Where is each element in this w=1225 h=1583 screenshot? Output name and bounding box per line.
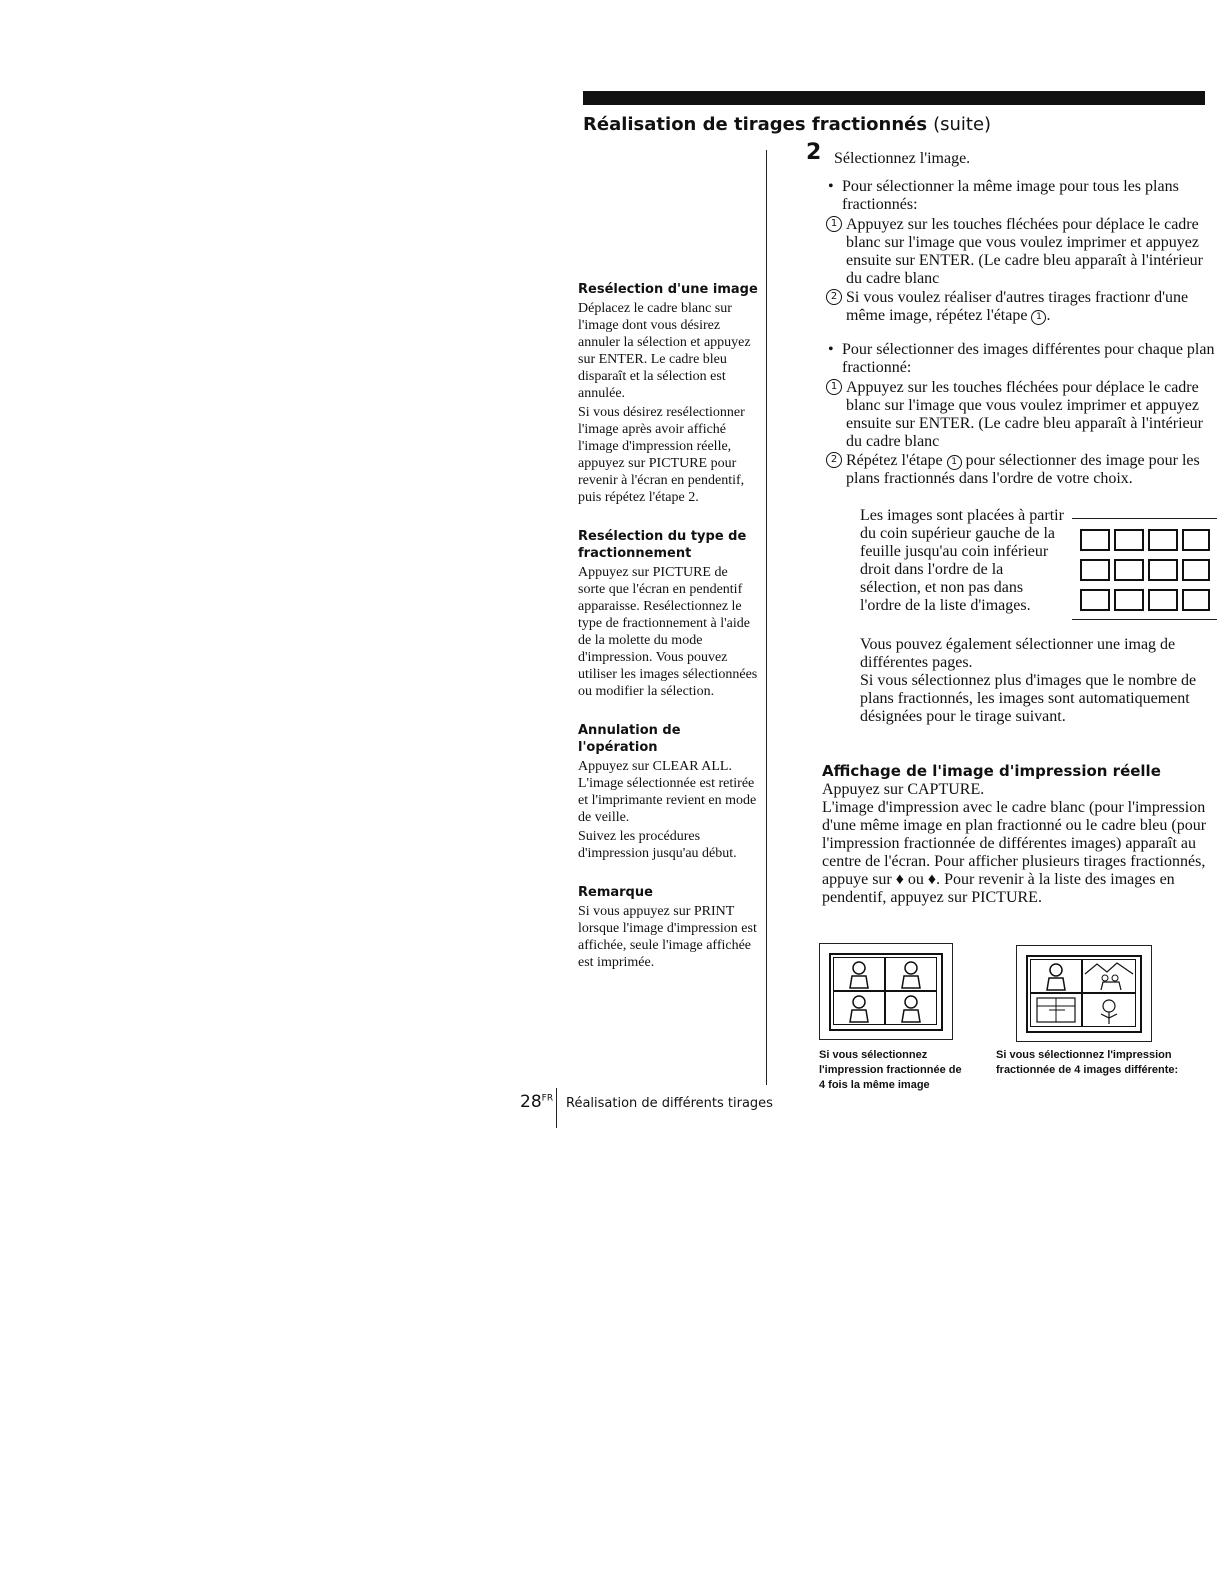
footer-section-title: Réalisation de différents tirages [566,1096,773,1111]
substep-text: . [1046,307,1051,324]
quadrant-image [1082,959,1136,993]
quadrant-image [885,991,937,1025]
thumbnail-image [1148,589,1178,611]
substep-text: Si vous voulez réaliser d'autres tirages fractionr d'une même image, répétez l'étape [846,289,1189,324]
page-title [583,114,991,135]
thumbnail-image [1114,589,1144,611]
flower-icon [1083,994,1135,1026]
bullet-dot: • [828,178,834,195]
substep-2 [830,452,1218,488]
note-paragraph: Si vous sélectionnez plus d'images que le nombre de plans fractionnés, les images sont automatiquement désignées pour le tirage suivant. [860,672,1197,725]
note-remarque [578,884,758,971]
body-paragraph: Appuyez sur CAPTURE. [822,781,985,798]
person-icon [834,958,884,990]
substep-1 [830,216,1218,288]
thumbnail-image [1114,529,1144,551]
window-icon [1031,994,1081,1026]
quadrant-image [833,991,885,1025]
quadrant-image [1030,993,1082,1027]
bullet-dot: • [828,341,834,358]
additional-notes [860,636,1220,726]
thumbnail-image [1148,559,1178,581]
note-paragraph: Si vous appuyez sur PRINT lorsque l'image d'impression est affichée, seule l'image affichée est imprimée. [578,904,757,970]
order-explanation: Les images sont placées à partir du coin supérieur gauche de la feuille jusqu'au coin inférieur droit dans l'ordre de la sélection, et non pas dans l'ordre de la liste d'images. [860,507,1064,614]
mountain-people-icon [1083,960,1135,992]
thumbnail-image [1114,559,1144,581]
note-paragraph: Si vous désirez resélectionner l'image après avoir affiché l'image d'impression réelle, appuyez sur PICTURE pour revenir à l'écran en pendentif, puis répétez l'étape 2. [578,405,745,505]
bullet-different-images [828,341,1218,488]
note-paragraph: Vous pouvez également sélectionner une imag de différentes pages. [860,636,1176,671]
quadrant-image [1082,993,1136,1027]
note-heading: Remarque [578,885,653,900]
circled-number: 2 [826,289,842,305]
caption-same-image: Si vous sélectionnez l'impression fractionnée de 4 fois la même image [819,1049,962,1091]
print-preview-same-image [819,943,953,1040]
step-label: Sélectionnez l'image. [834,150,971,167]
substep-1 [830,379,1218,451]
preview-screen [829,953,943,1031]
circled-number: 1 [947,455,962,470]
note-heading: Resélection d'une image [578,282,758,297]
circled-number: 1 [826,379,842,395]
note-annulation [578,722,758,862]
circled-number: 1 [1031,310,1046,325]
bullet-same-image [828,178,1218,325]
page-title-suffix: (suite) [933,114,992,135]
page-title-text: Réalisation de tirages fractionnés [583,114,928,135]
circled-number: 2 [826,452,842,468]
note-reselection-type [578,528,758,700]
thumbnail-image [1080,559,1110,581]
quadrant-image [833,957,885,991]
bullet-text: Pour sélectionner la même image pour tous les plans fractionnés: [842,178,1179,213]
sidebar-notes [578,281,758,993]
note-paragraph: Déplacez le cadre blanc sur l'image dont vous désirez annuler la sélection et appuyez sur ENTER. Le cadre bleu disparaît et la sélection est annulée. [578,301,751,401]
body-paragraph: L'image d'impression avec le cadre blanc (pour l'impression d'une même image en plan fractionné ou le cadre bleu (pour l'impression fractionnée de différentes images) apparaît au centre de l'écran. Pour afficher plusieurs tirages fractionnés, appuye sur ♦ ou ♦. Pour revenir à la liste des images en pendentif, appuyez sur PICTURE. [822,799,1207,906]
substep-text: Appuyez sur les touches fléchées pour déplace le cadre blanc sur l'image que vous voulez imprimer et appuyez ensuite sur ENTER. (Le cadre bleu apparaît à l'intérieur du cadre blanc [846,379,1203,450]
section-body-affichage [822,781,1222,907]
page-number [520,1092,553,1112]
section-heading-affichage: Affichage de l'image d'impression réelle [822,762,1161,780]
page-number-value: 28 [520,1092,542,1112]
person-icon [886,992,936,1024]
thumbnail-image [1148,529,1178,551]
column-divider [766,150,767,1085]
thumbnail-image [1080,529,1110,551]
substep-text: Répétez l'étape [846,452,943,469]
person-icon [886,958,936,990]
note-reselection-image [578,281,758,506]
page-number-suffix: FR [541,1093,554,1104]
substep-2 [830,289,1218,325]
thumbnail-image [1182,529,1210,551]
thumbnail-image [1182,559,1210,581]
note-paragraph: Appuyez sur PICTURE de sorte que l'écran en pendentif apparaisse. Resélectionnez le type de fractionnement à l'aide de la molette du mode d'impression. Vous pouvez utiliser les images sélectionnées ou modifier la sélection. [578,565,758,699]
caption-different-images: Si vous sélectionnez l'impression fractionnée de 4 images différente: [996,1049,1179,1076]
bullet-text: Pour sélectionner des images différentes pour chaque plan fractionné: [842,341,1215,376]
selection-order-illustration [1072,518,1217,620]
quadrant-image [1030,959,1082,993]
substep-text: Appuyez sur les touches fléchées pour déplace le cadre blanc sur l'image que vous voulez imprimer et appuyez ensuite sur ENTER. (Le cadre bleu apparaît à l'intérieur du cadre blanc [846,216,1203,287]
circled-number: 1 [826,216,842,232]
note-paragraph: Suivez les procédures d'impression jusqu'au début. [578,829,737,861]
note-paragraph: Appuyez sur CLEAR ALL. L'image sélectionnée est retirée et l'imprimante revient en mode de veille. [578,759,757,825]
thumbnail-image [1080,589,1110,611]
print-preview-different-images [1016,945,1152,1042]
substep-text: pour sélectionner des image pour les plans fractionnés dans l'ordre de votre choix. [846,452,1200,487]
person-icon [1031,960,1081,992]
footer-divider [556,1088,557,1128]
step-number: 2 [806,140,822,165]
note-heading: Annulation de l'opération [578,723,681,755]
person-icon [834,992,884,1024]
note-heading: Resélection du type de fractionnement [578,529,747,561]
quadrant-image [885,957,937,991]
thumbnail-image [1182,589,1210,611]
preview-screen [1026,955,1142,1033]
top-rule [583,91,1205,105]
